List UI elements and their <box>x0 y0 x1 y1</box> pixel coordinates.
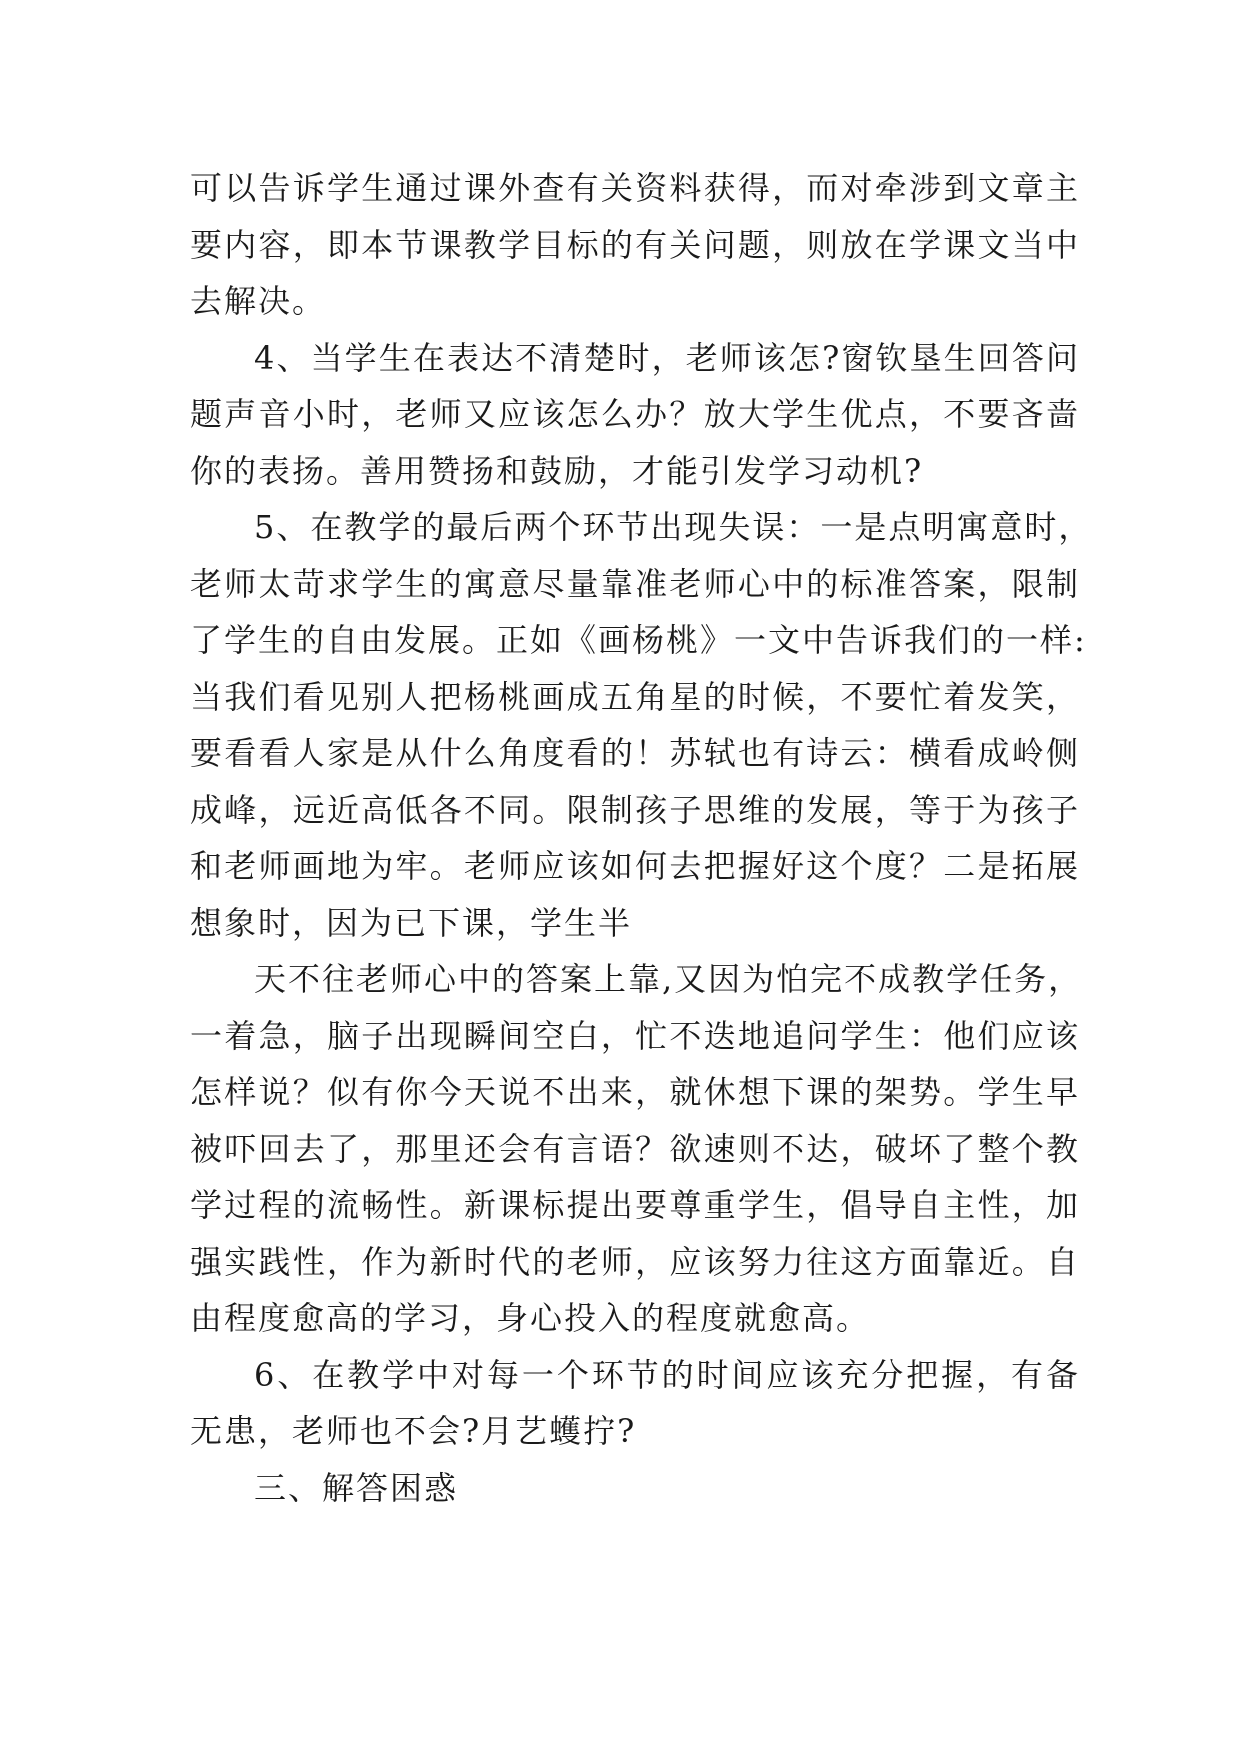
document-body <box>190 160 1093 1516</box>
text-line: 老师太苛求学生的寓意尽量靠准老师心中的标准答案，限制 <box>190 564 1080 603</box>
text-line: 去解决。 <box>190 282 327 320</box>
text-line: 和老师画地为牢。老师应该如何去把握好这个度？二是拓展 <box>190 847 1080 885</box>
text-line: 要内容，即本节课教学目标的有关问题，则放在学课文当中 <box>190 225 1080 264</box>
text-line: 一着急，脑子出现瞬间空白，忙不迭地追问学生：他们应该 <box>190 1016 1080 1055</box>
section-heading: 三、解答困惑 <box>254 1468 459 1507</box>
text-line: 被吓回去了，那里还会有言语？欲速则不达，破坏了整个教 <box>190 1129 1080 1168</box>
text-line: 由程度愈高的学习，身心投入的程度就愈高。 <box>190 1299 871 1337</box>
text-line: 当我们看见别人把杨桃画成五角星的时候，不要忙着发笑， <box>190 677 1080 716</box>
text-line: 学过程的流畅性。新课标提出要尊重学生，倡导自主性，加 <box>190 1186 1080 1224</box>
text-line: 你的表扬。善用赞扬和鼓励，才能引发学习动机? <box>190 451 924 490</box>
text-line: 成峰，远近高低各不同。限制孩子思维的发展，等于为孩子 <box>190 790 1080 829</box>
paragraph-start-line: 天不往老师心中的答案上靠,又因为怕完不成教学任务， <box>254 960 1083 998</box>
paragraph-start-line: 4、当学生在表达不清楚时，老师该怎?窗钦垦生回答问 <box>254 338 1080 377</box>
text-line: 怎样说？似有你今天说不出来，就休想下课的架势。学生早 <box>190 1073 1080 1111</box>
text-line: 题声音小时，老师又应该怎么办？放大学生优点，不要吝啬 <box>190 395 1080 433</box>
text-line: 要看看人家是从什么角度看的！苏轼也有诗云：横看成岭侧 <box>190 734 1080 772</box>
paragraph-start-line: 6、在教学中对每一个环节的时间应该充分把握，有备 <box>254 1355 1080 1394</box>
text-line: 了学生的自由发展。正如《画杨桃》一文中告诉我们的一样: <box>190 621 1087 659</box>
text-line: 可以告诉学生通过课外查有关资料获得，而对牵涉到文章主 <box>190 169 1080 207</box>
text-line: 想象时，因为已下课，学生半 <box>190 903 633 942</box>
paragraph-start-line: 5、在教学的最后两个环节出现失误：一是点明寓意时， <box>254 508 1093 546</box>
text-line: 强实践性，作为新时代的老师，应该努力往这方面靠近。自 <box>190 1242 1080 1281</box>
text-line: 无患，老师也不会?月艺蠖拧? <box>190 1412 637 1450</box>
